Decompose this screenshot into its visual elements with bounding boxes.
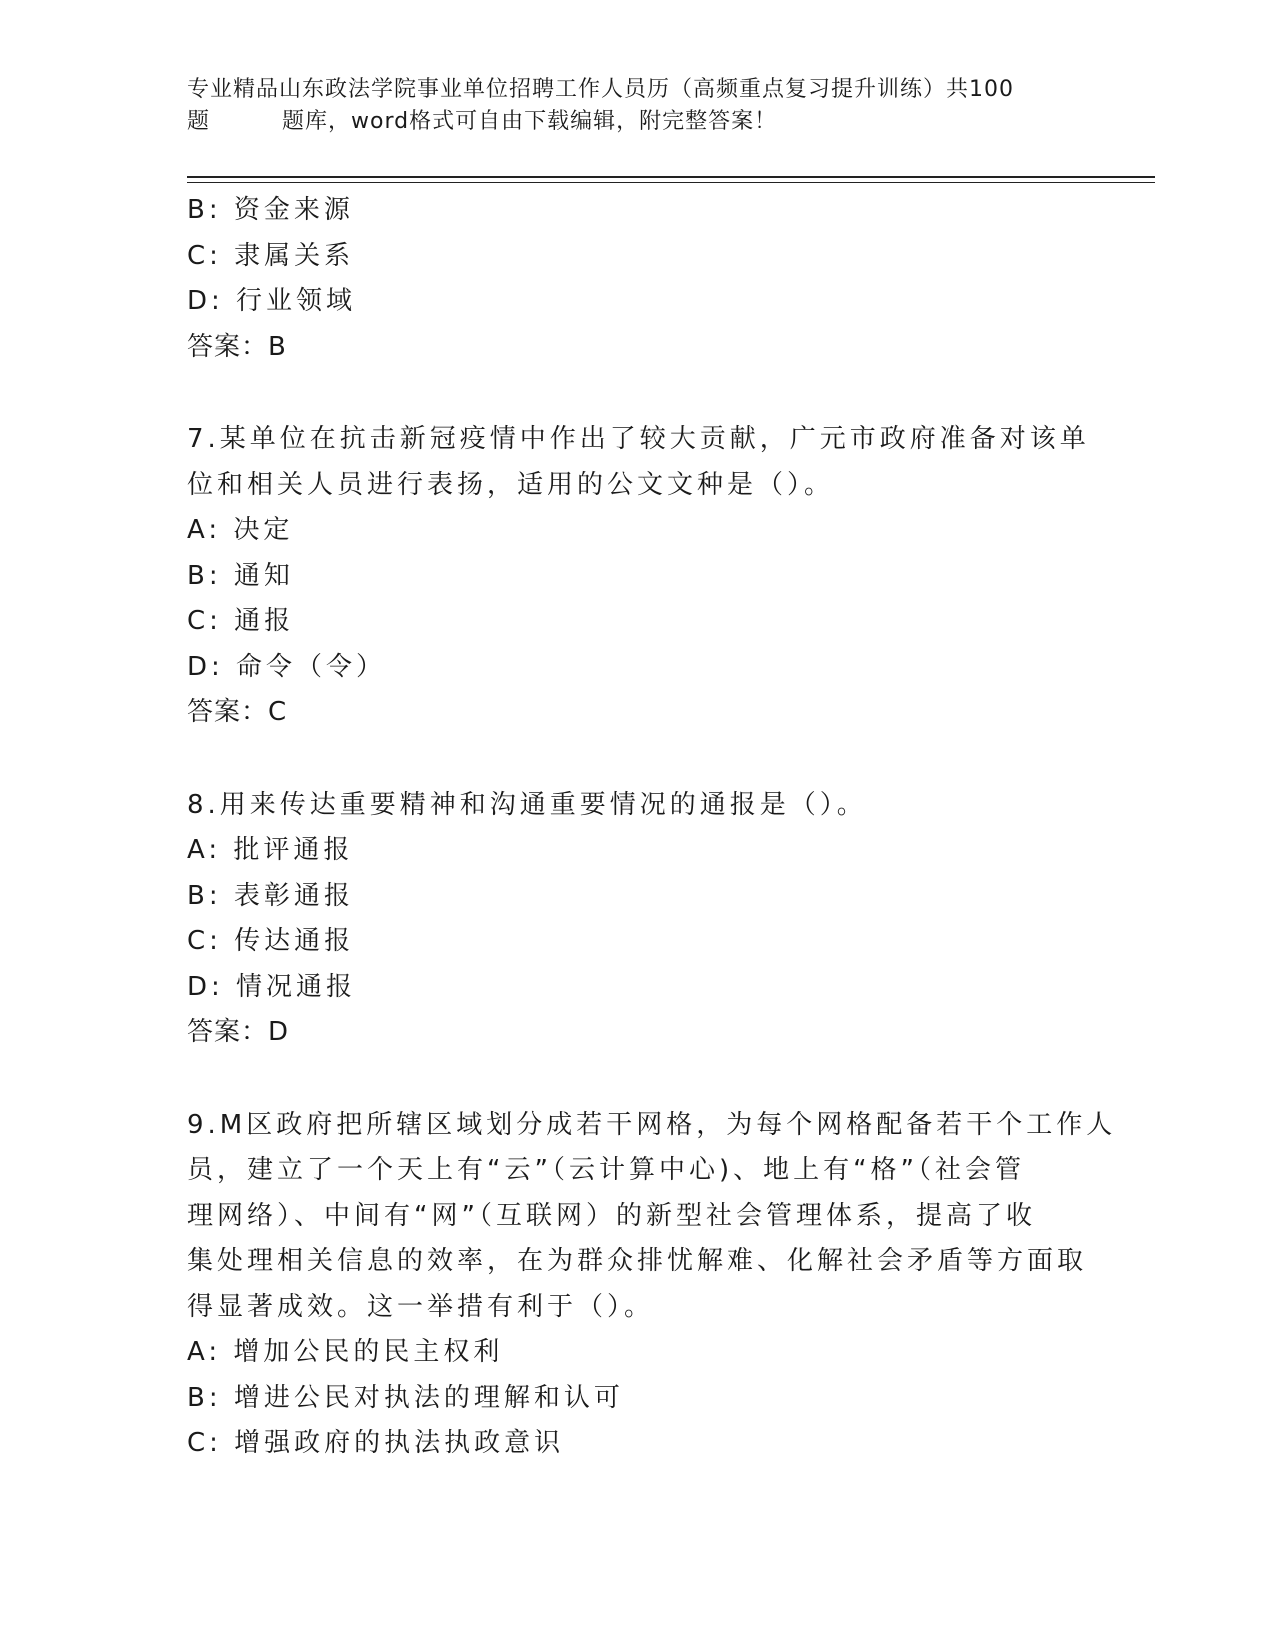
question-stem-line: 理网络）、中间有“网”（互联网）的新型社会管理体系，提高了收 <box>187 1200 1036 1231</box>
header-title-line2 <box>187 106 1087 138</box>
document-header <box>187 74 1087 138</box>
header-divider-thin <box>187 182 1155 183</box>
question-stem-line: 8.用来传达重要精神和沟通重要情况的通报是（）。 <box>187 789 867 820</box>
option-b: B: 资金来源 <box>187 195 354 225</box>
header-divider-thick <box>187 176 1155 178</box>
question-stem-line: 集处理相关信息的效率，在为群众排忧解难、化解社会矛盾等方面取 <box>187 1246 1088 1276</box>
question-stem-line: 7.某单位在抗击新冠疫情中作出了较大贡献，广元市政府准备对该单 <box>187 424 1090 454</box>
option-d: D: 命令（令） <box>187 651 387 682</box>
question-stem-line: 9.M区政府把所辖区域划分成若干网格，为每个网格配备若干个工作人 <box>187 1109 1117 1140</box>
option-d: D: 情况通报 <box>187 971 357 1002</box>
question-stem-line: 员，建立了一个天上有“云”（云计算中心)、地上有“格”（社会管 <box>187 1155 1026 1185</box>
option-c: C: 通报 <box>187 606 295 636</box>
answer-line: 答案：C <box>187 697 288 727</box>
option-a: A: 增加公民的民主权利 <box>187 1337 504 1367</box>
answer-line: 答案：B <box>187 331 287 362</box>
question-6-tail <box>187 188 1087 370</box>
question-content <box>187 188 1117 1467</box>
option-b: B: 增进公民对执法的理解和认可 <box>187 1382 624 1413</box>
option-c: C: 隶属关系 <box>187 240 355 271</box>
question-stem-line: 位和相关人员进行表扬，适用的公文文种是（）。 <box>187 469 835 500</box>
option-d: D: 行业领域 <box>187 286 357 316</box>
header-title-line1: 专业精品山东政法学院事业单位招聘工作人员历（高频重点复习提升训练）共100 <box>187 77 1014 102</box>
question-stem-line: 得显著成效。这一举措有利于（）。 <box>187 1291 655 1322</box>
question-8 <box>187 783 1087 1056</box>
option-a: A: 决定 <box>187 515 294 545</box>
option-c: C: 传达通报 <box>187 926 355 956</box>
option-a: A: 批评通报 <box>187 835 354 865</box>
answer-line: 答案：D <box>187 1017 290 1047</box>
option-c: C: 增强政府的执法执政意识 <box>187 1428 565 1458</box>
header-title-line2-start: 题 <box>187 109 211 134</box>
option-b: B: 通知 <box>187 560 294 591</box>
question-9 <box>187 1103 1117 1467</box>
question-7 <box>187 417 1090 736</box>
header-title-line2-end: 题库，word格式可自由下载编辑，附完整答案！ <box>282 109 778 134</box>
option-b: B: 表彰通报 <box>187 880 354 911</box>
